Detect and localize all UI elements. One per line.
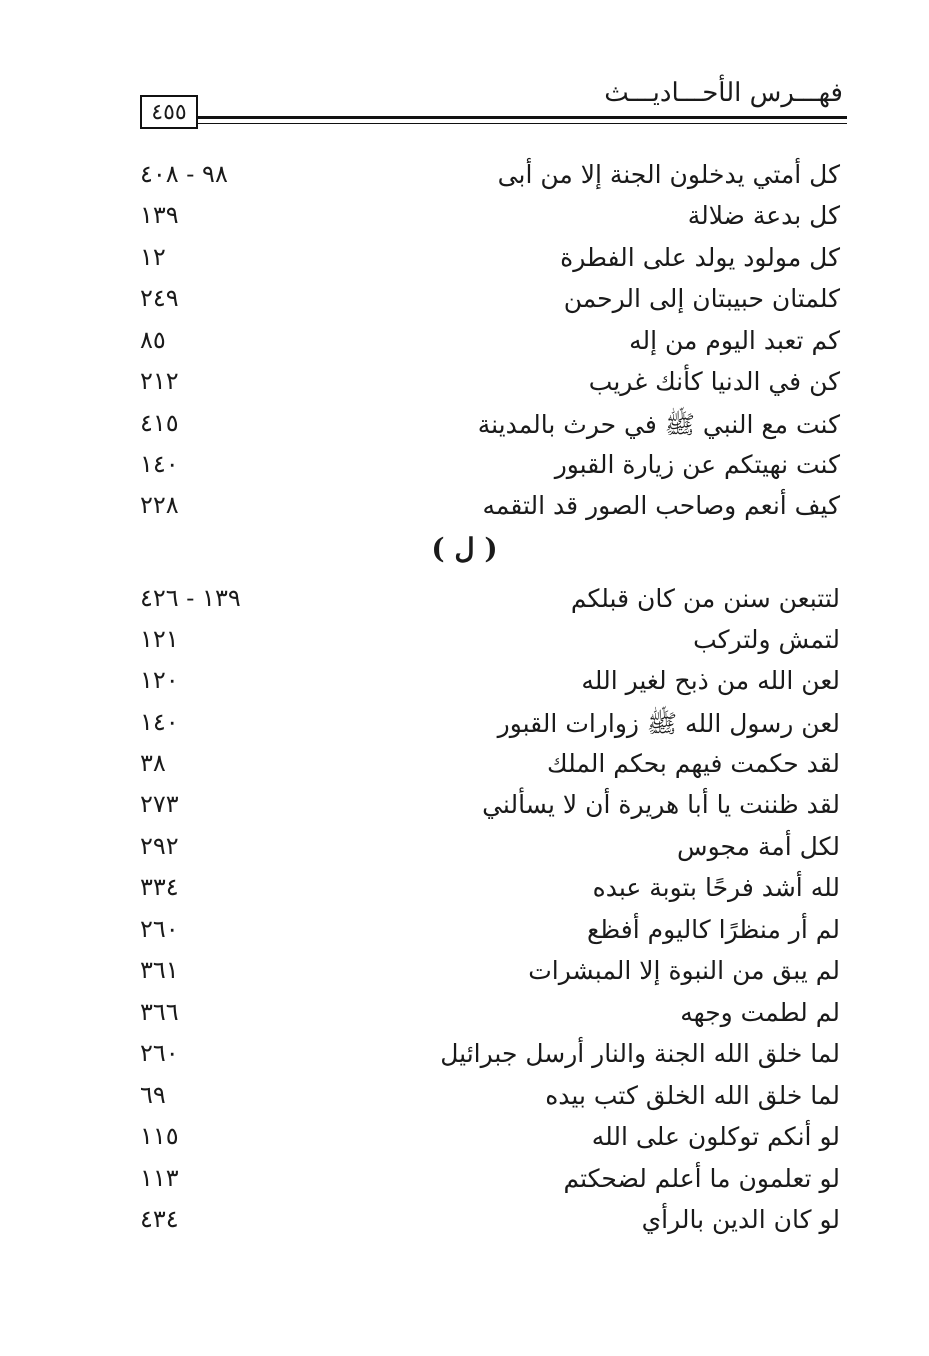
- hadith-text: لم يبق من النبوة إلا المبشرات: [528, 956, 840, 985]
- index-entry: [140, 832, 840, 872]
- hadith-text: كل أمتي يدخلون الجنة إلا من أبى: [497, 160, 840, 189]
- index-entry: [140, 1164, 840, 1204]
- page-refs: ٨٥: [140, 326, 166, 354]
- page-refs: ٣٦٦: [140, 998, 179, 1026]
- hadith-text: كن في الدنيا كأنك غريب: [588, 367, 840, 396]
- hadith-text: كلمتان حبيبتان إلى الرحمن: [563, 284, 840, 313]
- index-entry: [140, 708, 840, 748]
- hadith-text: لقد ظننت يا أبا هريرة أن لا يسألني: [482, 790, 840, 819]
- hadith-text: لله أشد فرحًا بتوبة عبده: [592, 873, 840, 902]
- index-title: فهـــرس الأحـــاديـــث: [604, 78, 843, 108]
- index-entry: [140, 1205, 840, 1245]
- index-entry: [140, 625, 840, 665]
- page-refs: ٢٧٣: [140, 790, 179, 818]
- page-refs: ٢٦٠: [140, 915, 179, 943]
- section-heading-lam: ( ل ): [431, 532, 498, 565]
- index-entry: [140, 666, 840, 706]
- index-entry: [140, 450, 840, 490]
- hadith-text: لقد حكمت فيهم بحكم الملك: [547, 749, 840, 778]
- page-refs: ٢٤٩: [140, 284, 179, 312]
- index-entry: [140, 491, 840, 531]
- page-refs: ٣٨: [140, 749, 166, 777]
- page-refs: ٩٨ - ٤٠٨: [140, 160, 228, 188]
- index-entry: [140, 284, 840, 324]
- hadith-text: كل مولود يولد على الفطرة: [560, 243, 840, 272]
- page-refs: ١١٥: [140, 1122, 179, 1150]
- hadith-text: كيف أنعم وصاحب الصور قد التقمه: [482, 491, 840, 520]
- page-refs: ١٣٩ - ٤٢٦: [140, 584, 241, 612]
- page-refs: ١٢١: [140, 625, 179, 653]
- hadith-text: لو أنكم توكلون على الله: [591, 1122, 840, 1151]
- page-refs: ٣٣٤: [140, 873, 179, 901]
- index-entry: [140, 409, 840, 449]
- hadith-text: لكل أمة مجوس: [677, 832, 840, 861]
- hadith-text: كنت مع النبي ﷺ في حرث بالمدينة: [477, 410, 840, 439]
- index-entry: [140, 160, 840, 200]
- header-rule-thick: [198, 116, 847, 119]
- hadith-text: لتتبعن سنن من كان قبلكم: [570, 584, 840, 613]
- index-entry: [140, 790, 840, 830]
- header-rule-thin: [198, 123, 847, 124]
- index-entry: [140, 243, 840, 283]
- page-refs: ٢١٢: [140, 367, 179, 395]
- page-refs: ٢٦٠: [140, 1039, 179, 1067]
- hadith-text: لم لطمت وجهه: [680, 998, 840, 1027]
- page-refs: ٢٢٨: [140, 491, 179, 519]
- page-refs: ١١٣: [140, 1164, 179, 1192]
- page-refs: ٣٦١: [140, 956, 179, 984]
- hadith-text: كنت نهيتكم عن زيارة القبور: [554, 450, 840, 479]
- page-refs: ١٤٠: [140, 708, 179, 736]
- index-entry: [140, 584, 840, 624]
- page-number-box: ٤٥٥: [140, 95, 198, 129]
- page-refs: ٤١٥: [140, 409, 179, 437]
- hadith-text: لو كان الدين بالرأي: [641, 1205, 840, 1234]
- page-refs: ٢٩٢: [140, 832, 179, 860]
- page-refs: ١٣٩: [140, 201, 179, 229]
- index-entry: [140, 1039, 840, 1079]
- page-refs: ١٤٠: [140, 450, 179, 478]
- hadith-text: لما خلق الله الجنة والنار أرسل جبرائيل: [440, 1039, 840, 1068]
- hadith-text: لو تعلمون ما أعلم لضحكتم: [563, 1164, 840, 1193]
- hadith-text: لعن الله من ذبح لغير الله: [581, 666, 840, 695]
- index-entry: [140, 998, 840, 1038]
- index-entry: [140, 326, 840, 366]
- index-entry: [140, 956, 840, 996]
- index-entry: [140, 749, 840, 789]
- page-refs: ١٢٠: [140, 666, 179, 694]
- index-entry: [140, 915, 840, 955]
- hadith-text: لتمش ولتركب: [693, 625, 840, 654]
- hadith-text: لعن رسول الله ﷺ زوارات القبور: [497, 709, 840, 738]
- index-entry: [140, 367, 840, 407]
- page-refs: ١٢: [140, 243, 166, 271]
- index-entry: [140, 201, 840, 241]
- hadith-text: كم تعبد اليوم من إله: [629, 326, 840, 355]
- page-refs: ٦٩: [140, 1081, 166, 1109]
- hadith-text: لم أر منظرًا كاليوم أفظع: [586, 915, 840, 944]
- hadith-text: كل بدعة ضلالة: [687, 201, 840, 230]
- index-entry: [140, 1122, 840, 1162]
- hadith-text: لما خلق الله الخلق كتب بيده: [545, 1081, 840, 1110]
- index-entry: [140, 873, 840, 913]
- page-refs: ٤٣٤: [140, 1205, 179, 1233]
- index-entry: [140, 1081, 840, 1121]
